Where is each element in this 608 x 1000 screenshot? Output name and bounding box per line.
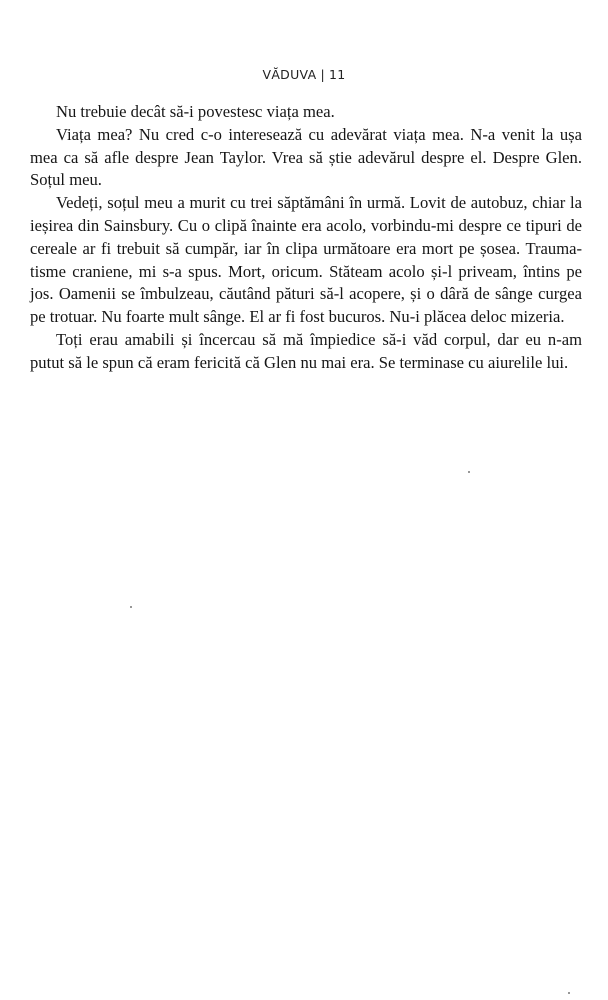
paragraph-4: Toți erau amabili și încercau să mă împiedice să-i văd corpul, dar eu n-am putut să le spun că eram fericită că Glen nu mai era. Se terminase cu aiurelile lui. bbox=[30, 329, 582, 372]
chapter-title: VĂDUVA bbox=[262, 67, 317, 82]
paragraph-2: Viața mea? Nu cred c-o interesează cu adevărat viața mea. N-a venit la ușa mea ca să afle despre Jean Taylor. Vrea să știe adevărul despre el. Despre Glen. Soțul meu. bbox=[30, 124, 582, 190]
scan-speck bbox=[468, 471, 470, 473]
scan-speck bbox=[130, 606, 132, 608]
scan-speck bbox=[568, 992, 570, 994]
body-text bbox=[30, 101, 582, 375]
header-separator: | bbox=[320, 67, 325, 82]
paragraph-3: Vedeți, soțul meu a murit cu trei săptămâni în urmă. Lovit de autobuz, chiar la ieșirea din Sainsbury. Cu o clipă înainte era acolo, vorbindu-mi despre ce tipuri de cereale ar fi trebuit să cumpăr, iar în clipa următoare era mort pe șosea. Traumatisme craniene, mi s-a spus. Mort, oricum. Stăteam acolo și-l priveam, întins pe jos. Oamenii se îmbulzeau, căutând pături să-l acopere, și o dâră de sânge curgea pe trotuar. Nu foarte mult sânge. El ar fi fost bucuros. Nu-i plăcea deloc mizeria. bbox=[30, 193, 582, 327]
paragraph-1: Nu trebuie decât să-i povestesc viața mea. bbox=[56, 102, 335, 121]
page-number: 11 bbox=[328, 67, 346, 82]
running-header bbox=[0, 67, 608, 82]
